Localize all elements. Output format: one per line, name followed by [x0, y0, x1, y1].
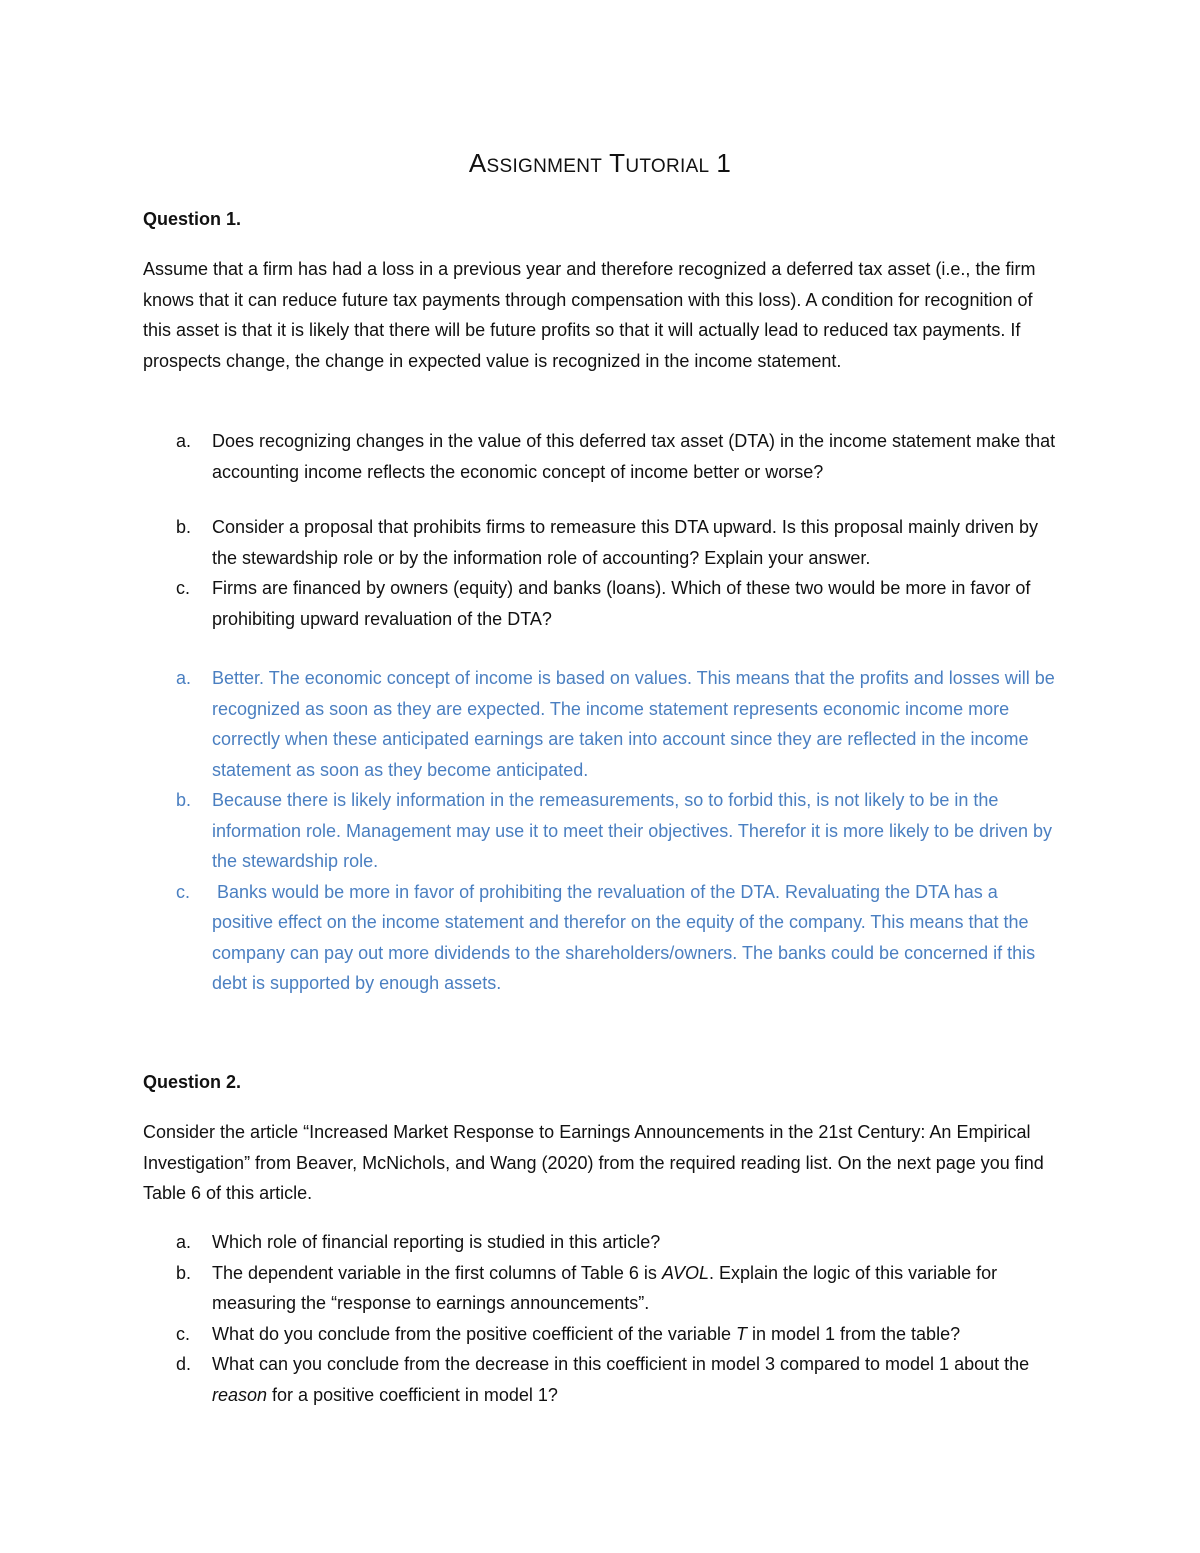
- text-segment: What do you conclude from the positive coefficient of the variable: [212, 1323, 736, 1344]
- page-title: [0, 146, 1200, 184]
- list-item: [143, 512, 1063, 573]
- text-segment: for a positive coefficient in model 1?: [267, 1384, 558, 1405]
- question-2-heading: Question 2.: [143, 1072, 242, 1092]
- question-2-subquestions: [143, 1227, 1063, 1410]
- subquestion-text: Which role of financial reporting is studied in this article?: [212, 1232, 661, 1252]
- title-rest-2: UTORIAL: [625, 156, 710, 177]
- list-marker: d.: [176, 1354, 192, 1374]
- list-item: [143, 663, 1063, 785]
- title-rest-1: SSIGNMENT: [486, 156, 603, 177]
- text-segment: in model 1 from the table?: [746, 1323, 961, 1344]
- list-marker: a.: [176, 431, 192, 451]
- text-segment: . Explain the logic of this variable for measuring the “response to earnings announcements”.: [212, 1262, 998, 1313]
- list-marker: c.: [176, 881, 191, 902]
- list-item: [143, 1258, 1063, 1319]
- variable-name: T: [735, 1323, 747, 1344]
- list-item: [143, 785, 1063, 877]
- subquestion-text: [212, 1263, 997, 1314]
- list-marker: b.: [176, 790, 192, 810]
- list-item: [143, 877, 1063, 999]
- list-item: [143, 426, 1063, 487]
- title-cap-2: T: [609, 148, 626, 178]
- question-1-subquestions: [143, 426, 1063, 634]
- subquestion-text: [212, 1324, 960, 1344]
- list-marker: a.: [176, 1232, 192, 1252]
- list-marker: b.: [176, 517, 192, 537]
- question-1-answers: [143, 663, 1063, 999]
- list-item: [143, 573, 1063, 634]
- list-marker: a.: [176, 668, 192, 688]
- variable-name: AVOL: [661, 1262, 709, 1283]
- title-cap-1: A: [468, 148, 487, 178]
- list-item: [143, 1349, 1063, 1410]
- list-marker: b.: [176, 1262, 192, 1283]
- list-marker: c.: [176, 1323, 191, 1344]
- question-2-intro: Consider the article “Increased Market Response to Earnings Announcements in the 21st Century: An Empirical Investigation” from Beaver, McNichols, and Wang (2020) from the required reading list. On the next page you find Table 6 of this article.: [143, 1122, 1044, 1203]
- text-segment: The dependent variable in the first columns of Table 6 is: [212, 1262, 662, 1283]
- answer-text: Because there is likely information in the remeasurements, so to forbid this, is not likely to be in the information role. Management may use it to meet their objectives. Therefor it is more likely to be driven by the stewardship role.: [212, 790, 1053, 871]
- answer-text: Better. The economic concept of income is based on values. This means that the profits and losses will be recognized as soon as they are expected. The income statement represents economic income more correctly when these anticipated earnings are taken into account since they are reflected in the income statement as soon as they become anticipated.: [212, 668, 1055, 780]
- subquestion-text: Firms are financed by owners (equity) and banks (loans). Which of these two would be more in favor of prohibiting upward revaluation of the DTA?: [212, 578, 1031, 629]
- subquestion-text: [212, 1354, 1029, 1405]
- list-item: [143, 1227, 1063, 1258]
- list-item: [143, 1319, 1063, 1350]
- emphasized-word: reason: [212, 1384, 268, 1405]
- question-1-heading: Question 1.: [143, 209, 242, 229]
- subquestion-text: Does recognizing changes in the value of this deferred tax asset (DTA) in the income statement make that accounting income reflects the economic concept of income better or worse?: [212, 431, 1056, 482]
- text-segment: What can you conclude from the decrease in this coefficient in model 3 compared to model 1 about the: [212, 1354, 1030, 1374]
- subquestion-text: Consider a proposal that prohibits firms to remeasure this DTA upward. Is this proposal mainly driven by the stewardship role or by the information role of accounting? Explain your answer.: [212, 517, 1039, 568]
- answer-text: Banks would be more in favor of prohibiting the revaluation of the DTA. Revaluating the DTA has a positive effect on the income statement and therefor on the equity of the company. This means that the company can pay out more dividends to the shareholders/owners. The banks could be concerned if this debt is supported by enough assets.: [212, 881, 1041, 993]
- list-marker: c.: [176, 578, 191, 598]
- title-number: 1: [716, 148, 732, 178]
- question-1-intro: Assume that a firm has had a loss in a previous year and therefore recognized a deferred tax asset (i.e., the firm knows that it can reduce future tax payments through compensation with this loss). A condition for recognition of this asset is that it is likely that there will be future profits so that it will actually lead to reduced tax payments. If prospects change, the change in expected value is recognized in the income statement.: [143, 259, 1036, 371]
